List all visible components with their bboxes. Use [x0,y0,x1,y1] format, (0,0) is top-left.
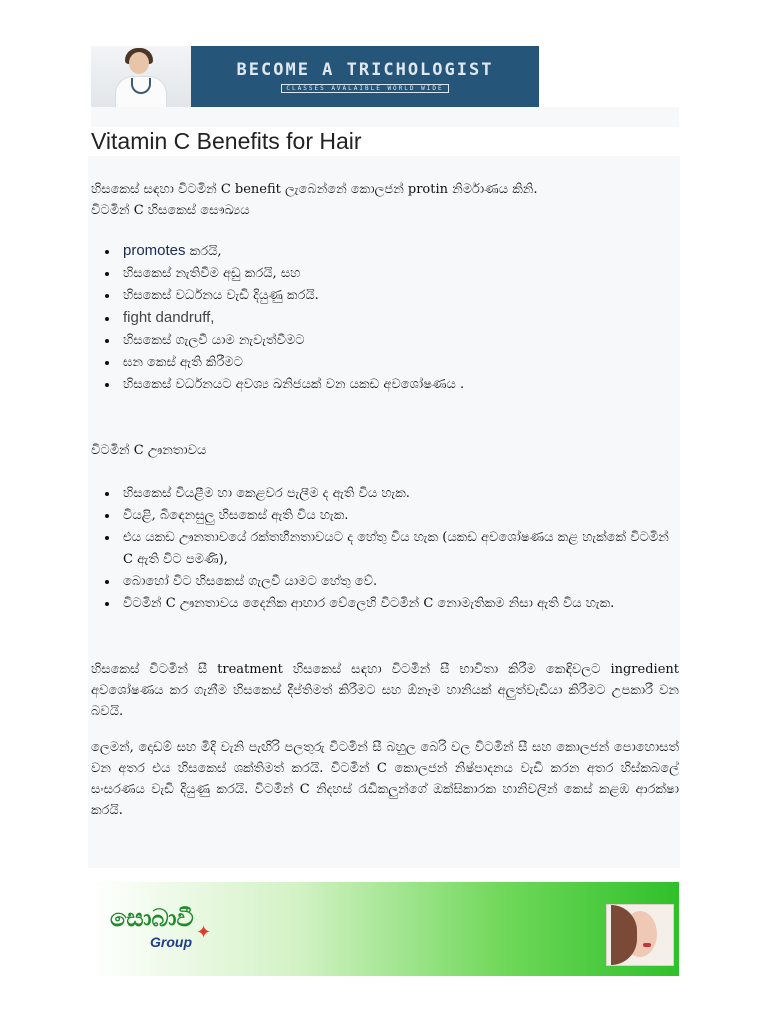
banner-text-panel [191,46,539,107]
list-item: • promotes කරයි, [119,240,464,263]
list-item: • හිසකෙස් වර්ධනය වැඩි දියුණු කරයි. [119,285,464,307]
list-item: • හිසකෙස් නැතිවීම අඩු කරයි, සහ [119,263,464,285]
deficiency-list [91,483,679,615]
list-item: • fight dandruff, [119,307,464,330]
list-item: • විටමින් C ඌනතාවය දෛනික ආහාර වේලෙහි විටමින් C නොමැතිකම නිසා ඇති විය හැක. [119,593,679,615]
page-title: Vitamin C Benefits for Hair [91,128,362,154]
list-item: • හිසකෙස් වියළීම හා කෙළවර පැලීම ද ඇති විය හැක. [119,483,679,505]
banner-subtitle: CLASSES AVALAIBLE WORLD WIDE [281,84,448,93]
benefits-list [91,240,464,396]
deficiency-heading: විටමින් C ඌනතාවය [91,443,207,458]
logo-text: සොබාවී [110,904,194,932]
list-item: • හිසකෙස් වර්ධනයට අවශ්‍ය ඛනිජයක් වන යකඩ අවශෝෂණය . [119,374,464,396]
list-item: • එය යකඩ ඌනතාවයේ රක්තහීනතාවයට ද හේතු විය හැක (යකඩ අවශෝෂණය කළ හැක්කේ විටමින් C ඇති විට පමණි), [119,527,679,571]
intro-line-2: විටමින් C හිසකෙස් සෞඛ්‍යය [91,203,250,218]
doctor-photo [91,46,191,107]
logo-group-text: Group [150,934,192,950]
fruits-paragraph: ලෙමන්, දොඩම් සහ මිදි වැනි පැඟිරි පලතුරු විටමින් සී බහුල බෙරි වල විටමින් සී සහ කොලජන් පොහොසත් වන අතර එය හිසකෙස් ශක්තිමත් කරයි. විටමින් C කොලජන් නිෂ්පාදනය වැඩි කරන අතර හිස්කබලේ සංසරණය වැඩි දියුණු කරයි. විටමින් C නිදහස් රැඩිකලුන්ගේ ඔක්සිකාරක හානිවලින් කෙස් කළඹ ආරක්ෂා කරයි. [91,740,679,818]
intro-line-1: හිසකෙස් සඳහා විටමින් C benefit ලැබෙන්නේ කොලජන් protin නිර්මාණය කිනි. [91,182,538,197]
beauty-photo [606,904,674,966]
star-icon: ✦ [196,922,212,943]
list-item: • බොහෝ විට හිසකෙස් ගැලවී යාමට හේතු වේ. [119,571,679,593]
banner-divider-strip [91,107,679,127]
list-item: • හිසකෙස් ගැලවී යාම නැවැත්වීමට [119,330,464,352]
header-banner [91,46,539,107]
list-item: • වියළි, බිඳෙනසුලු හිසකෙස් ඇති විය හැක. [119,505,679,527]
sobawi-group-logo [110,904,230,956]
article-body [88,156,680,868]
list-item: • ඝන කෙස් ඇති කිරීමට [119,352,464,374]
banner-title: BECOME A TRICHOLOGIST [236,60,494,80]
treatment-paragraph: හිසකෙස් විටමින් සී treatment හිසකෙස් සඳහා විටමින් සී භාවිතා කිරීම කෙඳිවලට ingredient අවශෝෂණය කර ගැනීම හිසකෙස් දීප්තිමත් කිරීමට සහ ඕනෑම හානියක් අලුත්වැඩියා කිරීමට උපකාරී වන බවයි. [91,662,679,719]
footer-banner [92,882,679,976]
